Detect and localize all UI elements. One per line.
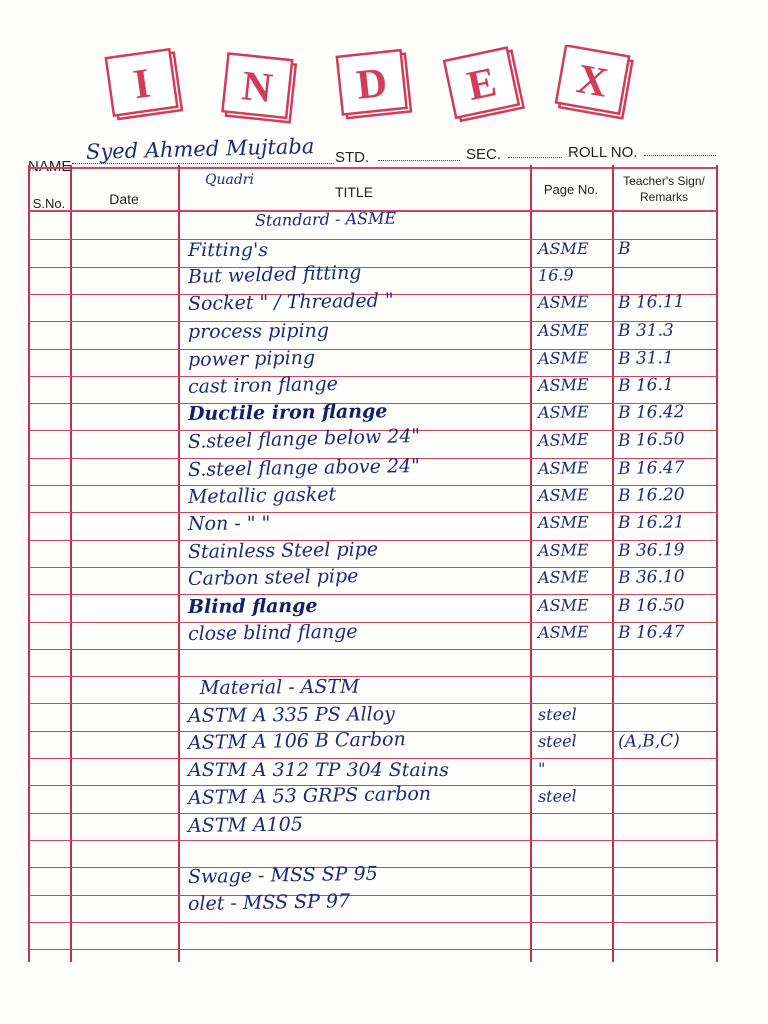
row-title: Non - " ": [187, 512, 271, 535]
row-rule: [28, 594, 718, 595]
row-page-no: ASME: [537, 485, 589, 505]
index-letter-i-stamp: [106, 49, 182, 120]
row-remarks: B 16.21: [617, 512, 685, 533]
roll-no-label: ROLL NO.: [568, 144, 638, 161]
row-title: Stainless Steel pipe: [187, 538, 379, 563]
index-letter-d-stamp: [337, 50, 411, 119]
row-rule: [28, 813, 718, 814]
row-rule: [28, 649, 718, 650]
col-header-remarks: [612, 173, 716, 205]
row-title: process piping: [187, 319, 330, 343]
index-letter-n-stamp: [222, 54, 296, 123]
row-page-no: ASME: [537, 348, 589, 368]
col-header-date: Date: [109, 191, 139, 207]
col-header-remarks-line1: Teacher's Sign/: [623, 174, 705, 188]
row-title: ASTM A105: [187, 813, 304, 837]
row-title: Metallic gasket: [187, 483, 337, 508]
row-remarks: B 16.50: [617, 595, 685, 616]
row-title: close blind flange: [187, 620, 358, 645]
row-remarks: B 36.19: [617, 540, 685, 561]
row-title: Blind flange: [187, 594, 318, 618]
col-header-title: TITLE: [334, 184, 374, 200]
row-title: S.steel flange below 24": [187, 424, 421, 453]
row-rule: [28, 622, 718, 623]
row-rule: [28, 840, 718, 841]
row-rule: [28, 676, 718, 677]
row-page-no: ASME: [537, 402, 589, 422]
row-rule: [28, 895, 718, 896]
roll-no-underline: [644, 155, 716, 156]
row-rule: [28, 567, 718, 568]
row-remarks: B 31.3: [617, 320, 674, 341]
row-rule: [28, 485, 718, 486]
index-letter-x: X: [573, 56, 612, 107]
row-page-no: steel: [537, 731, 577, 751]
row-remarks: B 16.1: [617, 374, 674, 396]
row-remarks: B 16.47: [617, 622, 685, 643]
row-title: ASTM A 106 B Carbon: [187, 728, 406, 754]
title-note-quadri: Quadri: [205, 172, 254, 188]
title-page-divider: [530, 165, 532, 962]
row-title: Fitting's: [188, 239, 268, 261]
col-header-page: Page No.: [543, 182, 599, 197]
table-left-border: [28, 165, 30, 962]
sec-label: SEC.: [466, 146, 502, 163]
student-name: Syed Ahmed Mujtaba: [85, 134, 315, 164]
row-page-no: ASME: [538, 239, 589, 258]
row-title: Ductile iron flange: [187, 400, 388, 425]
row-remarks: B 16.42: [617, 402, 685, 423]
row-page-no: ASME: [537, 429, 589, 450]
row-rule: [28, 239, 718, 240]
row-remarks: B 16.11: [617, 291, 685, 313]
row-page-no: ASME: [537, 320, 589, 340]
row-page-no: steel: [537, 704, 577, 724]
row-remarks: B 36.10: [617, 566, 685, 588]
table-top-border: [28, 167, 718, 169]
name-underline: [72, 163, 334, 164]
row-page-no: ASME: [537, 374, 589, 395]
index-letter-n: N: [239, 63, 275, 113]
row-rule: [28, 376, 718, 377]
row-title: ASTM A 312 TP 304 Stains: [188, 759, 449, 781]
page-remarks-divider: [612, 165, 614, 962]
col-header-remarks-line2: Remarks: [639, 190, 688, 204]
row-title: ASTM A 53 GRPS carbon: [187, 782, 432, 809]
row-rule: [28, 949, 718, 950]
table-right-border: [716, 165, 718, 962]
row-title: Material - ASTM: [199, 675, 360, 699]
index-letter-e-stamp: [444, 47, 523, 122]
row-page-no: steel: [537, 786, 577, 806]
row-title: Swage - MSS SP 95: [187, 862, 378, 888]
index-banner: [95, 45, 655, 125]
index-letter-d: D: [354, 59, 390, 109]
row-title: ASTM A 335 PS Alloy: [187, 703, 395, 727]
index-letter-x-stamp: [555, 45, 633, 118]
row-title: Standard - ASME: [254, 208, 397, 230]
row-title: Carbon steel pipe: [187, 565, 359, 590]
date-title-divider: [178, 165, 180, 962]
std-underline: [378, 160, 460, 161]
sec-underline: [508, 157, 562, 158]
row-rule: [28, 267, 718, 268]
row-title: S.steel flange above 24": [187, 454, 421, 481]
row-remarks: B 16.50: [617, 429, 685, 451]
row-rule: [28, 922, 718, 923]
std-label: STD.: [335, 149, 370, 166]
row-title: cast iron flange: [187, 372, 339, 398]
row-remarks: B 16.20: [617, 484, 685, 506]
row-remarks: B 16.47: [617, 457, 685, 479]
row-title: olet - MSS SP 97: [187, 890, 351, 915]
row-page-no: ASME: [537, 622, 589, 642]
row-rule: [28, 321, 718, 322]
row-rule: [28, 512, 718, 513]
row-remarks: B 31.1: [617, 348, 674, 369]
row-page-no: ASME: [537, 567, 589, 587]
row-page-no: ASME: [537, 292, 589, 312]
row-page-no: 16.9: [537, 265, 574, 285]
sno-date-divider: [70, 165, 72, 962]
row-remarks: (A,B,C): [617, 730, 681, 752]
row-title: But welded fitting: [187, 261, 362, 288]
row-rule: [28, 349, 718, 350]
col-header-sno: S.No.: [32, 196, 66, 211]
row-page-no: ": [538, 759, 546, 778]
index-letter-i: I: [130, 60, 154, 109]
row-page-no: ASME: [537, 595, 589, 615]
row-page-no: ASME: [537, 458, 589, 478]
row-page-no: ASME: [537, 540, 589, 560]
index-letter-e: E: [463, 59, 501, 111]
row-page-no: ASME: [537, 512, 589, 532]
row-title: Socket " / Threaded ": [187, 289, 394, 315]
row-title: power piping: [187, 346, 316, 371]
row-remarks: B: [618, 239, 631, 259]
